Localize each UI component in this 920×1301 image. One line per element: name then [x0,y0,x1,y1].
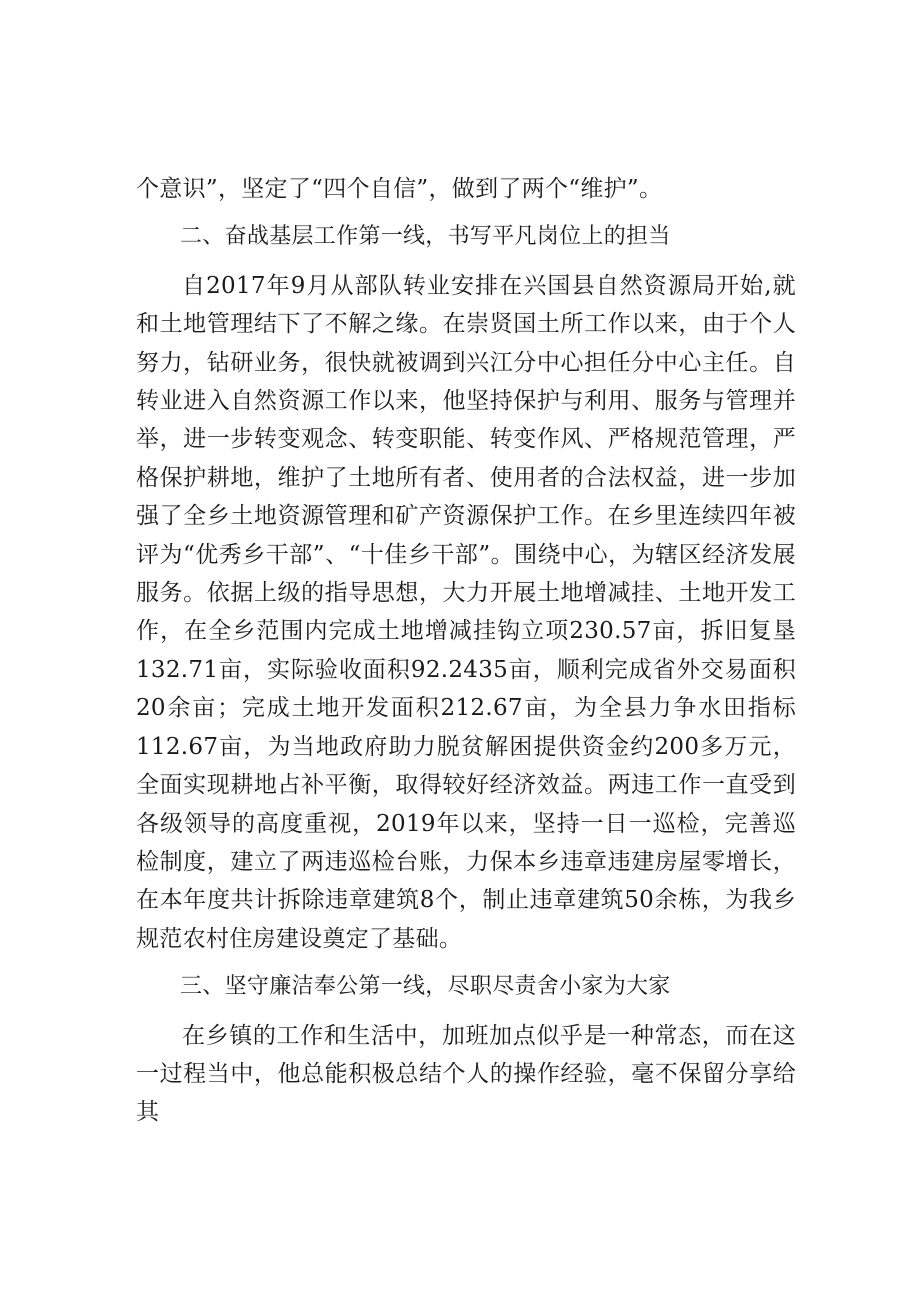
section-paragraph-3: 在乡镇的工作和生活中，加班加点似乎是一种常态，而在这一过程当中，他总能积极总结个人的操作经验，毫不保留分享给其 [136,1022,796,1126]
document-body [136,170,796,1132]
section-heading-3: 三、坚守廉洁奉公第一线，尽职尽责舍小家为大家 [180,974,671,1000]
section-heading-2: 二、奋战基层工作第一线，书写平凡岗位上的担当 [180,224,671,250]
section-paragraph-2: 自2017年9月从部队转业安排在兴国县自然资源局开始,就和土地管理结下了不解之缘。在崇贤国土所工作以来，由于个人努力，钻研业务，很快就被调到兴江分中心担任分中心主任。自转业进入自然资源工作以来，他坚持保护与利用、服务与管理并举，进一步转变观念、转变职能、转变作风、严格规范管理，严格保护耕地，维护了土地所有者、使用者的合法权益，进一步加强了全乡土地资源管理和矿产资源保护工作。在乡里连续四年被评为“优秀乡干部”、“十佳乡干部”。围绕中心，为辖区经济发展服务。依据上级的指导思想，大力开展土地增减挂、土地开发工作，在全乡范围内完成土地增减挂钩立项230.57亩，拆旧复垦132.71亩，实际验收面积92.2435亩，顺利完成省外交易面积20余亩；完成土地开发面积212.67亩，为全县力争水田指标112.67亩，为当地政府助力脱贫解困提供资金约200多万元，全面实现耕地占补平衡，取得较好经济效益。两违工作一直受到各级领导的高度重视，2019年以来，坚持一日一巡检，完善巡检制度，建立了两违巡检台账，力保本乡违章违建房屋零增长，在本年度共计拆除违章建筑8个，制止违章建筑50余栋，为我乡规范农村住房建设奠定了基础。 [136,272,796,952]
continuation-text: 个意识”，坚定了“四个自信”，做到了两个“维护”。 [136,176,663,202]
